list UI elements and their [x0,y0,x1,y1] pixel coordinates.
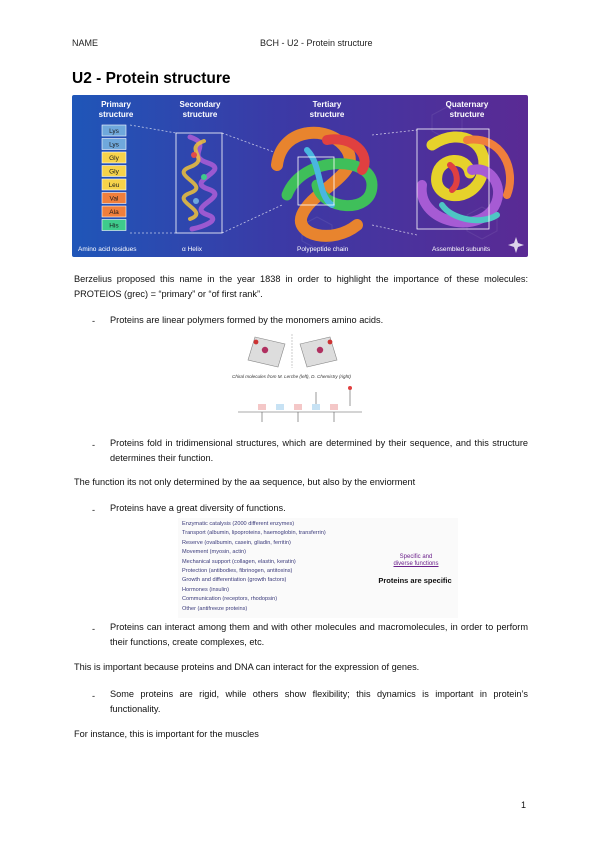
stage-title-4-line2: structure [449,110,485,119]
function-item: Movement (myosin, actin) [182,549,247,556]
page-number: 1 [521,800,527,810]
bullet-3: Proteins have a great diversity of functions. [110,503,286,513]
function-item: Mechanical support (collagen, elastin, keratin) [182,558,296,565]
page-title: U2 - Protein structure [72,70,231,87]
peptide-chain-illustration [238,386,362,422]
statement-1: The function its not only determined by the aa sequence, but also by the enviorment [74,477,416,487]
label-alpha-helix: α Helix [182,246,203,253]
bullet-marker: - [92,624,96,634]
header-course-label: BCH - U2 - Protein structure [260,38,373,48]
amino-acid-figure [230,332,370,432]
bullet-marker: - [92,316,96,326]
residue-label: Ala [109,209,119,217]
function-item: Other (antifreeze proteins) [182,605,248,612]
function-item: Enzymatic catalysis (2000 different enzymes) [182,521,295,527]
header-name-label: NAME [72,38,99,48]
residue-label: Gly [109,168,119,176]
residue-label: Leu [108,182,120,190]
stage-title-1-line2: structure [98,110,134,119]
stage-title-2-line1: Secondary [179,100,221,109]
stage-title-2-line2: structure [182,110,218,119]
functions-figure [178,518,458,618]
function-item: Reserve (ovalbumin, casein, gliadin, ferritin) [182,539,291,546]
residue-label: Lys [109,128,119,136]
bullet-2: Proteins fold in tridimensional structures, which are determined by their sequence, and this structure determines their function. [110,438,528,463]
statement-3: For instance, this is important for the muscles [74,729,259,739]
functions-side-title-2: diverse functions [393,561,439,567]
aa-figure-caption: Chiral molecules from M. Lerche (left), D. Chemistry (right) [232,374,351,379]
protein-structure-banner [72,95,528,257]
statement-2: This is important because proteins and DNA can interact for the expression of genes. [74,662,420,672]
functions-side-claim: Proteins are specific [378,576,452,585]
bullet-5: Some proteins are rigid, while others show flexibility; this dynamics is important in protein’s functionality. [110,689,528,714]
stage-title-3-line2: structure [309,110,345,119]
bullet-marker: - [92,691,96,701]
stage-title-3-line1: Tertiary [312,100,342,109]
bullet-marker: - [92,505,96,515]
label-polypeptide-chain: Polypeptide chain [297,246,349,253]
function-item: Protection (antibodies, fibrinogen, antitoxins) [182,568,293,575]
function-item: Growth and differentiation (growth factors) [182,577,287,584]
function-item: Hormones (insulin) [182,586,229,593]
label-amino-acid-residues: Amino acid residues [78,246,137,253]
stage-title-1-line1: Primary [101,100,131,109]
bullet-marker: - [92,440,96,450]
bullet-1: Proteins are linear polymers formed by the monomers amino acids. [110,315,384,325]
residue-label: Val [109,195,119,203]
function-item: Communication (receptors, rhodopsin) [182,596,278,603]
residue-label: Gly [109,155,119,163]
intro-paragraph: Berzelius proposed this name in the year 1838 in order to highlight the importance of these molecules: PROTEIOS (grec) = “primary” or “of first rank”. [74,274,528,299]
functions-list [182,520,372,614]
function-item: Transport (albumin, lipoproteins, haemoglobin, transferrin) [182,530,326,537]
functions-side-title-1: Specific and [399,554,433,560]
stage-title-4-line1: Quaternary [445,100,489,109]
residue-label: Lys [109,141,119,149]
bullet-4: Proteins can interact among them and with other molecules and macromolecules, in order to perform their functions, create complexes, etc. [110,622,528,647]
chiral-molecules-illustration [248,334,337,368]
residue-label: His [109,222,119,230]
label-assembled-subunits: Assembled subunits [432,246,491,253]
